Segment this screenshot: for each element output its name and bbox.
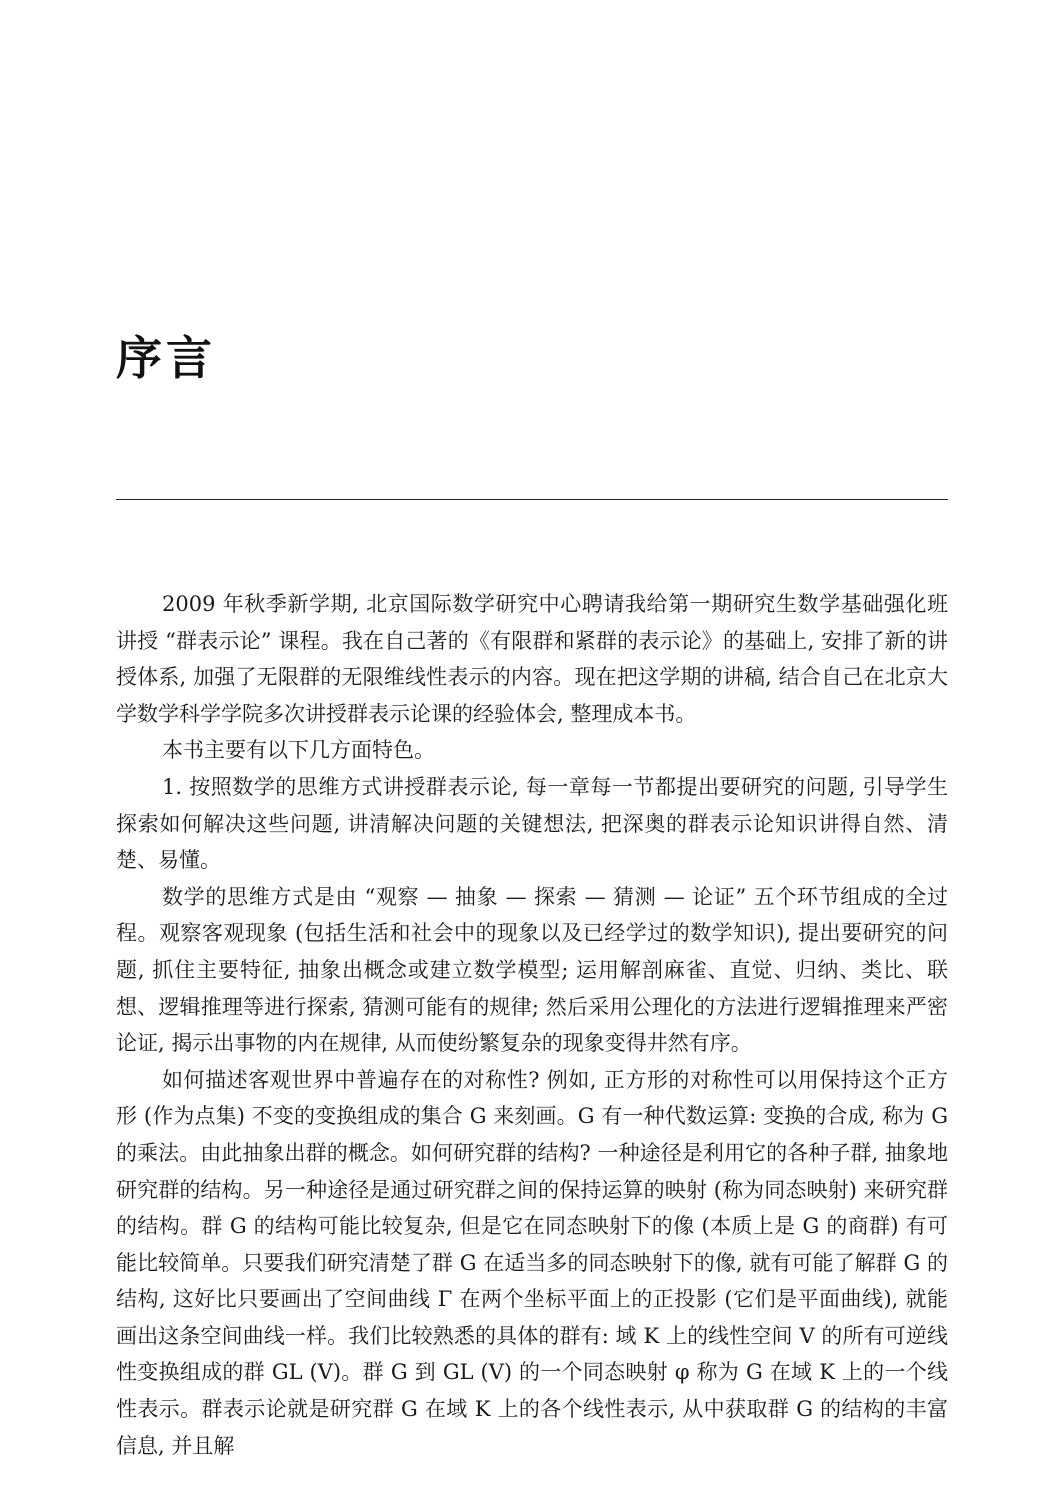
- preface-body: [116, 586, 948, 1464]
- chapter-title: 序言: [116, 331, 216, 385]
- title-divider: [116, 499, 948, 500]
- paragraph-feature-1: 1. 按照数学的思维方式讲授群表示论, 每一章每一节都提出要研究的问题, 引导学生探索如何解决这些问题, 讲清解决问题的关键想法, 把深奥的群表示论知识讲得自然、清楚、易懂。: [116, 774, 948, 873]
- paragraph-features-lead: 本书主要有以下几方面特色。: [162, 738, 435, 763]
- paragraph-thinking-method: 数学的思维方式是由 “观察 — 抽象 — 探索 — 猜测 — 论证” 五个环节组成的全过程。观察客观现象 (包括生活和社会中的现象以及已经学过的数学知识), 提出要研究的问题, 抓住主要特征, 抽象出概念或建立数学模型; 运用解剖麻雀、直觉、归纳、类比、联想、逻辑推理等进行探索, 猜测可能有的规律; 然后采用公理化的方法进行逻辑推理来严密论证, 揭示出事物的内在规律, 从而使纷繁复杂的现象变得井然有序。: [116, 884, 948, 1056]
- paragraph-intro: 2009 年秋季新学期, 北京国际数学研究中心聘请我给第一期研究生数学基础强化班讲授 “群表示论” 课程。我在自己著的《有限群和紧群的表示论》的基础上, 安排了新的讲授体系, 加强了无限群的无限维线性表示的内容。现在把这学期的讲稿, 结合自己在北京大学数学科学学院多次讲授群表示论课的经验体会, 整理成本书。: [116, 592, 948, 726]
- paragraph-symmetry: 如何描述客观世界中普遍存在的对称性? 例如, 正方形的对称性可以用保持这个正方形 (作为点集) 不变的变换组成的集合 G 来刻画。G 有一种代数运算: 变换的合成, 称为 G 的乘法。由此抽象出群的概念。如何研究群的结构? 一种途径是利用它的各种子群, 抽象地研究群的结构。另一种途径是通过研究群之间的保持运算的映射 (称为同态映射) 来研究群的结构。群 G 的结构可能比较复杂, 但是它在同态映射下的像 (本质上是 G 的商群) 有可能比较简单。只要我们研究清楚了群 G 在适当多的同态映射下的像, 就有可能了解群 G 的结构, 这好比只要画出了空间曲线 Γ 在两个坐标平面上的正投影 (它们是平面曲线), 就能画出这条空间曲线一样。我们比较熟悉的具体的群有: 域 K 上的线性空间 V 的所有可逆线性变换组成的群 GL (V)。群 G 到 GL (V) 的一个同态映射 φ 称为 G 在域 K 上的一个线性表示。群表示论就是研究群 G 在域 K 上的各个线性表示, 从中获取群 G 的结构的丰富信息, 并且解: [116, 1067, 948, 1458]
